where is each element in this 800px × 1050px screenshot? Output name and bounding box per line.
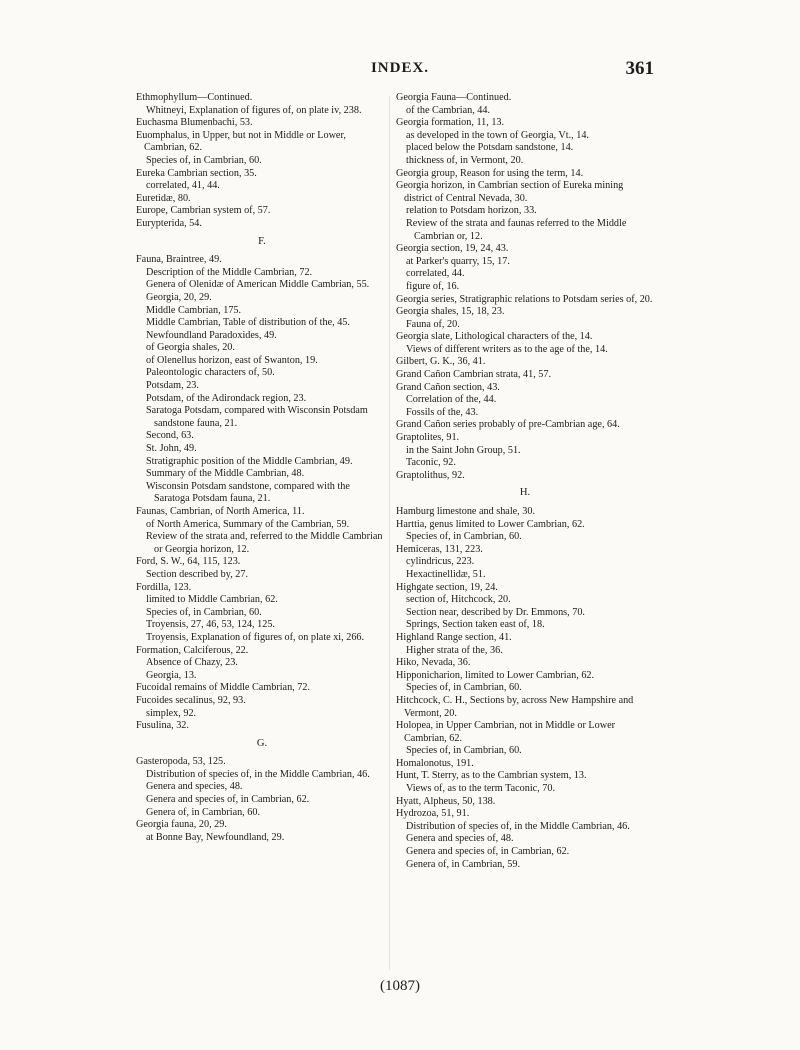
- index-subentry: in the Saint John Group, 51.: [406, 444, 521, 456]
- index-subentry: Genera and species of, in Cambrian, 62.: [146, 794, 310, 806]
- index-entry: Georgia Fauna—Continued.: [396, 92, 512, 103]
- index-subentry: Newfoundland Paradoxides, 49.: [146, 329, 277, 341]
- index-subentry: thickness of, in Vermont, 20.: [406, 154, 524, 166]
- index-subentry: Review of the strata and, referred to the Middle Cambrian or Georgia horizon, 12.: [146, 531, 383, 555]
- index-subentry: correlated, 41, 44.: [146, 180, 220, 192]
- index-subentry: Description of the Middle Cambrian, 72.: [146, 266, 313, 278]
- index-subentry: Paleontologic characters of, 50.: [146, 367, 275, 379]
- index-entry: Grand Cañon section, 43.: [396, 381, 500, 393]
- column-divider: [389, 96, 390, 970]
- index-subentry: Wisconsin Potsdam sandstone, compared with the Saratoga Potsdam fauna, 21.: [146, 480, 350, 505]
- index-subentry: simplex, 92.: [146, 707, 197, 719]
- index-entry: Georgia fauna, 20, 29.: [136, 819, 227, 831]
- page-number: 361: [625, 58, 654, 79]
- index-subentry: correlated, 44.: [406, 268, 465, 280]
- index-subentry: Troyensis, Explanation of figures of, on plate xi, 266.: [146, 631, 365, 643]
- index-subentry: figure of, 16.: [406, 280, 460, 292]
- index-entry: Fucoides secalinus, 92, 93.: [136, 694, 246, 706]
- index-subentry: section of, Hitchcock, 20.: [406, 594, 511, 606]
- index-entry: Fucoidal remains of Middle Cambrian, 72.: [136, 682, 311, 694]
- index-subentry: Species of, in Cambrian, 60.: [406, 682, 522, 694]
- index-subentry: Potsdam, 23.: [146, 380, 199, 392]
- index-entry: Euretidæ, 80.: [136, 192, 191, 204]
- index-subentry: limited to Middle Cambrian, 62.: [146, 594, 278, 606]
- folio-number: (1087): [380, 978, 420, 994]
- index-entry: Georgia group, Reason for using the term, 14.: [396, 167, 584, 179]
- index-subentry: at Bonne Bay, Newfoundland, 29.: [146, 831, 285, 843]
- index-subentry: at Parker's quarry, 15, 17.: [406, 255, 510, 267]
- index-entry: Georgia formation, 11, 13.: [396, 117, 505, 129]
- index-subentry: Springs, Section taken east of, 18.: [406, 619, 545, 631]
- index-entry: Hitchcock, C. H., Sections by, across New Hampshire and Vermont, 20.: [396, 694, 634, 719]
- index-subentry: Fossils of the, 43.: [406, 406, 479, 418]
- index-subentry: Absence of Chazy, 23.: [146, 657, 238, 669]
- index-entry: Holopea, in Upper Cambrian, not in Middle or Lower Cambrian, 62.: [396, 720, 615, 744]
- index-entry: Europe, Cambrian system of, 57.: [136, 205, 271, 217]
- running-head: [0, 58, 800, 84]
- index-entry: Eurypterida, 54.: [136, 217, 202, 229]
- index-entry: Fusulina, 32.: [136, 720, 189, 732]
- index-entry: Hydrozoa, 51, 91.: [396, 808, 470, 820]
- index-entry: Georgia series, Stratigraphic relations to Potsdam series of, 20.: [396, 293, 653, 305]
- index-subentry: Saratoga Potsdam, compared with Wisconsin Potsdam sandstone fauna, 21.: [146, 405, 368, 429]
- index-entry: Grand Cañon Cambrian strata, 41, 57.: [396, 369, 552, 381]
- index-subentry: of the Cambrian, 44.: [406, 104, 491, 116]
- index-subentry: placed below the Potsdam sandstone, 14.: [406, 142, 574, 154]
- index-subentry: Genera of, in Cambrian, 60.: [146, 806, 261, 818]
- index-entry: Hipponicharion, limited to Lower Cambrian, 62.: [396, 669, 595, 681]
- index-subentry: Middle Cambrian, Table of distribution of the, 45.: [146, 317, 350, 329]
- index-entry: Highgate section, 19, 24.: [396, 581, 498, 593]
- index-entry: Euchasma Blumenbachi, 53.: [136, 117, 253, 129]
- index-column-right: [396, 92, 654, 871]
- section-letter: G.: [256, 737, 268, 749]
- index-column-left: [136, 92, 388, 844]
- index-subentry: Troyensis, 27, 46, 53, 124, 125.: [146, 619, 275, 631]
- index-subentry: Fauna of, 20.: [406, 318, 460, 330]
- index-subentry: Species of, in Cambrian, 60.: [146, 154, 262, 166]
- index-entry: Hyatt, Alpheus, 50, 138.: [396, 795, 496, 807]
- index-subentry: Genera of, in Cambrian, 59.: [406, 858, 521, 870]
- index-subentry: Views of, as to the term Taconic, 70.: [406, 783, 555, 795]
- index-subentry: Review of the strata and faunas referred to the Middle Cambrian or, 12.: [406, 217, 627, 242]
- index-subentry: Second, 63.: [146, 430, 194, 442]
- section-letter: H.: [519, 487, 531, 499]
- index-subentry: Genera and species of, 48.: [406, 833, 514, 845]
- index-entry: Graptolithus, 92.: [396, 469, 465, 481]
- index-entry: Georgia horizon, in Cambrian section of Eureka mining district of Central Nevada, 30.: [396, 180, 624, 204]
- page-title: INDEX.: [370, 60, 430, 76]
- index-subentry: of Georgia shales, 20.: [146, 342, 235, 354]
- index-subentry: Genera and species of, in Cambrian, 62.: [406, 846, 570, 858]
- index-subentry: Potsdam, of the Adirondack region, 23.: [146, 392, 307, 404]
- index-entry: Hamburg limestone and shale, 30.: [396, 506, 536, 517]
- index-entry: Fauna, Braintree, 49.: [136, 254, 222, 266]
- index-subentry: Genera and species, 48.: [146, 781, 243, 793]
- index-entry: Harttia, genus limited to Lower Cambrian, 62.: [396, 518, 585, 530]
- index-subentry: Section near, described by Dr. Emmons, 70.: [406, 606, 585, 618]
- index-subentry: Middle Cambrian, 175.: [146, 304, 242, 316]
- index-entry: Gasteropoda, 53, 125.: [136, 756, 226, 768]
- index-subentry: Species of, in Cambrian, 60.: [146, 606, 262, 618]
- index-subentry: Species of, in Cambrian, 60.: [406, 531, 522, 543]
- index-entry: Gilbert, G. K., 36, 41.: [396, 356, 486, 368]
- index-subentry: St. John, 49.: [146, 443, 197, 455]
- index-subentry: of Olenellus horizon, east of Swanton, 19.: [146, 354, 318, 366]
- index-entry: Hiko, Nevada, 36.: [396, 657, 471, 669]
- index-subentry: Section described by, 27.: [146, 568, 249, 580]
- index-entry: Ethmophyllum—Continued.: [136, 92, 253, 103]
- index-entry: Faunas, Cambrian, of North America, 11.: [136, 506, 305, 517]
- index-subentry: Georgia, 20, 29.: [146, 291, 212, 303]
- index-entry: Ford, S. W., 64, 115, 123.: [136, 556, 241, 568]
- index-entry: Homalonotus, 191.: [396, 757, 474, 769]
- index-subentry: Taconic, 92.: [406, 457, 456, 469]
- index-entry: Euomphalus, in Upper, but not in Middle or Lower, Cambrian, 62.: [136, 129, 346, 154]
- index-subentry: Hexactinellidæ, 51.: [406, 568, 486, 580]
- index-subentry: Species of, in Cambrian, 60.: [406, 745, 522, 757]
- index-entry: Georgia slate, Lithological characters of the, 14.: [396, 331, 593, 343]
- index-subentry: cylindricus, 223.: [406, 556, 475, 568]
- index-subentry: Correlation of the, 44.: [406, 394, 497, 406]
- index-subentry: Distribution of species of, in the Middle Cambrian, 46.: [406, 820, 630, 832]
- index-subentry: Summary of the Middle Cambrian, 48.: [146, 468, 305, 480]
- index-subentry: Georgia, 13.: [146, 669, 197, 681]
- index-subentry: Distribution of species of, in the Middle Cambrian, 46.: [146, 768, 370, 780]
- index-subentry: as developed in the town of Georgia, Vt., 14.: [406, 129, 589, 141]
- index-entry: Fordilla, 123.: [136, 581, 192, 593]
- index-subentry: Whitneyi, Explanation of figures of, on plate iv, 238.: [146, 104, 362, 116]
- index-entry: Formation, Calciferous, 22.: [136, 644, 249, 656]
- index-entry: Graptolites, 91.: [396, 432, 460, 444]
- section-letter: F.: [258, 235, 266, 247]
- index-entry: Eureka Cambrian section, 35.: [136, 167, 257, 179]
- index-entry: Hunt, T. Sterry, as to the Cambrian system, 13.: [396, 770, 587, 782]
- index-entry: Georgia section, 19, 24, 43.: [396, 243, 509, 255]
- index-entry: Georgia shales, 15, 18, 23.: [396, 306, 505, 318]
- index-subentry: relation to Potsdam horizon, 33.: [406, 205, 537, 217]
- index-subentry: of North America, Summary of the Cambrian, 59.: [146, 518, 350, 530]
- index-entry: Hemiceras, 131, 223.: [396, 543, 483, 555]
- index-entry: Highland Range section, 41.: [396, 631, 512, 643]
- index-subentry: Higher strata of the, 36.: [406, 644, 503, 656]
- index-subentry: Genera of Olenidæ of American Middle Cambrian, 55.: [146, 279, 370, 291]
- index-subentry: Views of different writers as to the age of the, 14.: [406, 343, 608, 355]
- index-entry: Grand Cañon series probably of pre-Cambrian age, 64.: [396, 419, 620, 431]
- index-subentry: Stratigraphic position of the Middle Cambrian, 49.: [146, 455, 353, 467]
